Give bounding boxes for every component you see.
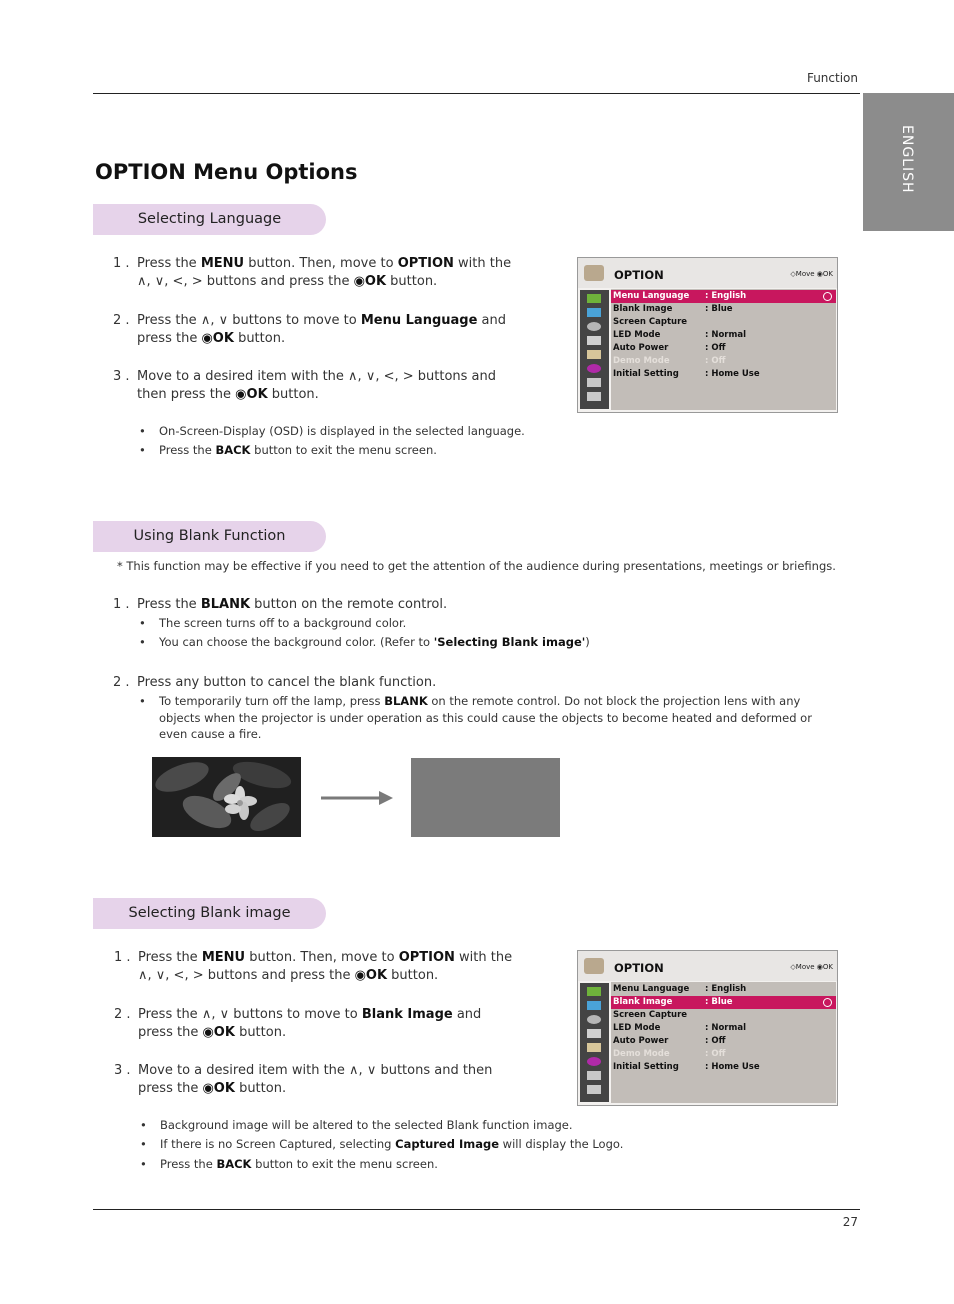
page-number: 27 xyxy=(842,1215,858,1229)
ok-icon xyxy=(823,998,832,1007)
audio-icon xyxy=(587,1015,601,1024)
osd-row-initial-setting[interactable]: Initial Setting : Home Use xyxy=(613,369,760,379)
projector-icon xyxy=(584,265,604,281)
step-text: Press the ∧, ∨ buttons to move to Menu Language and press the ◉OK button. xyxy=(137,313,506,346)
osd-row-demo-mode: Demo Mode : Off xyxy=(613,1049,726,1059)
blank-screen-example xyxy=(411,758,560,837)
screen-icon xyxy=(587,1001,601,1010)
image-bullet-2: • If there is no Screen Captured, selecting Captured Image will display the Logo. xyxy=(140,1137,624,1151)
projected-image-example xyxy=(152,757,301,837)
blank-step-1: 1 . Press the BLANK button on the remote control. xyxy=(113,597,448,612)
image-bullet-1: • Background image will be altered to the selected Blank function image. xyxy=(140,1118,573,1132)
page-title: OPTION Menu Options xyxy=(95,160,358,184)
blank-step-2-bullet: • To temporarily turn off the lamp, press BLANK on the remote control. Do not block the projection lens with any objects when the projector is under operation as this could cause the objects to become heated and deformed or even cause a fire. xyxy=(139,694,812,741)
option-icon xyxy=(587,1043,601,1052)
step-number: 3 . xyxy=(113,369,130,384)
osd-row-led-mode[interactable]: LED Mode : Normal xyxy=(613,330,747,340)
osd-options-panel xyxy=(611,289,836,410)
osd-menu-language xyxy=(577,257,838,413)
language-tab-label: ENGLISH xyxy=(899,125,915,194)
header-divider xyxy=(93,93,860,94)
language-bullet-2: • Press the BACK button to exit the menu screen. xyxy=(139,443,437,457)
ok-icon xyxy=(823,292,832,301)
osd-icon-bar xyxy=(580,983,609,1102)
step-number: 1 . xyxy=(113,256,130,271)
osd-row-blank-image[interactable]: Blank Image : Blue xyxy=(611,996,836,1009)
input-icon xyxy=(587,1071,601,1080)
info-icon xyxy=(587,364,601,373)
step-number: 2 . xyxy=(113,313,130,328)
blank-function-note: * This function may be effective if you need to get the attention of the audience during presentations, meetings or briefings. xyxy=(117,559,836,573)
picture-icon xyxy=(587,294,601,303)
osd-nav-hint: ◇Move ◉OK xyxy=(790,270,833,278)
blank-step-1-bullet-2: • You can choose the background color. (Refer to 'Selecting Blank image') xyxy=(139,635,590,649)
osd-row-auto-power[interactable]: Auto Power : Off xyxy=(613,343,726,353)
heading-selecting-blank-image: Selecting Blank image xyxy=(93,898,326,929)
setup-icon xyxy=(587,1085,601,1094)
heading-using-blank-function: Using Blank Function xyxy=(93,521,326,552)
info-icon xyxy=(587,1057,601,1066)
osd-title: OPTION xyxy=(614,961,664,975)
osd-row-led-mode[interactable]: LED Mode : Normal xyxy=(613,1023,747,1033)
osd-row-menu-language[interactable]: Menu Language : English xyxy=(611,290,836,303)
osd-blank-image xyxy=(577,950,838,1106)
language-tab xyxy=(863,93,954,231)
projector-icon xyxy=(584,958,604,974)
setup-icon xyxy=(587,392,601,401)
image-step-3: 3 . Move to a desired item with the ∧, ∨ buttons and then press the ◉OK button. xyxy=(114,1063,493,1096)
language-step-2 xyxy=(113,312,533,352)
osd-row-blank-image[interactable]: Blank Image : Blue xyxy=(613,304,733,314)
osd-options-panel xyxy=(611,982,836,1103)
heading-selecting-language: Selecting Language xyxy=(93,204,326,235)
step-text: Move to a desired item with the ∧, ∨, <, > buttons and then press the ◉OK button. xyxy=(137,369,497,402)
input-icon xyxy=(587,378,601,387)
blank-step-2: 2 . Press any button to cancel the blank function. xyxy=(113,675,437,690)
osd-row-demo-mode: Demo Mode : Off xyxy=(613,356,726,366)
image-step-1: 1 . Press the MENU button. Then, move to OPTION with the ∧, ∨, <, > buttons and press the ◉OK button. xyxy=(114,950,513,983)
language-bullet-1: • On-Screen-Display (OSD) is displayed in the selected language. xyxy=(139,424,525,438)
osd-row-screen-capture[interactable]: Screen Capture xyxy=(613,1010,688,1020)
image-step-2: 2 . Press the ∧, ∨ buttons to move to Blank Image and press the ◉OK button. xyxy=(114,1007,482,1040)
language-step-1 xyxy=(113,255,533,295)
section-header-label: Function xyxy=(806,71,858,85)
osd-row-screen-capture[interactable]: Screen Capture xyxy=(613,317,688,327)
osd-row-menu-language[interactable]: Menu Language : English xyxy=(613,984,747,994)
footer-divider xyxy=(93,1209,860,1210)
language-step-3 xyxy=(113,368,533,408)
time-icon xyxy=(587,1029,601,1038)
option-icon xyxy=(587,350,601,359)
step-text: Press the MENU button. Then, move to OPTION with the ∧, ∨, <, > buttons and press the ◉OK button. xyxy=(137,256,512,289)
time-icon xyxy=(587,336,601,345)
image-bullet-3: • Press the BACK button to exit the menu screen. xyxy=(140,1157,438,1171)
screen-icon xyxy=(587,308,601,317)
osd-nav-hint: ◇Move ◉OK xyxy=(790,963,833,971)
osd-row-auto-power[interactable]: Auto Power : Off xyxy=(613,1036,726,1046)
arrow-right-icon xyxy=(321,787,395,809)
osd-row-initial-setting[interactable]: Initial Setting : Home Use xyxy=(613,1062,760,1072)
osd-icon-bar xyxy=(580,290,609,409)
blank-step-1-bullet-1: • The screen turns off to a background color. xyxy=(139,616,407,630)
audio-icon xyxy=(587,322,601,331)
picture-icon xyxy=(587,987,601,996)
osd-title: OPTION xyxy=(614,268,664,282)
